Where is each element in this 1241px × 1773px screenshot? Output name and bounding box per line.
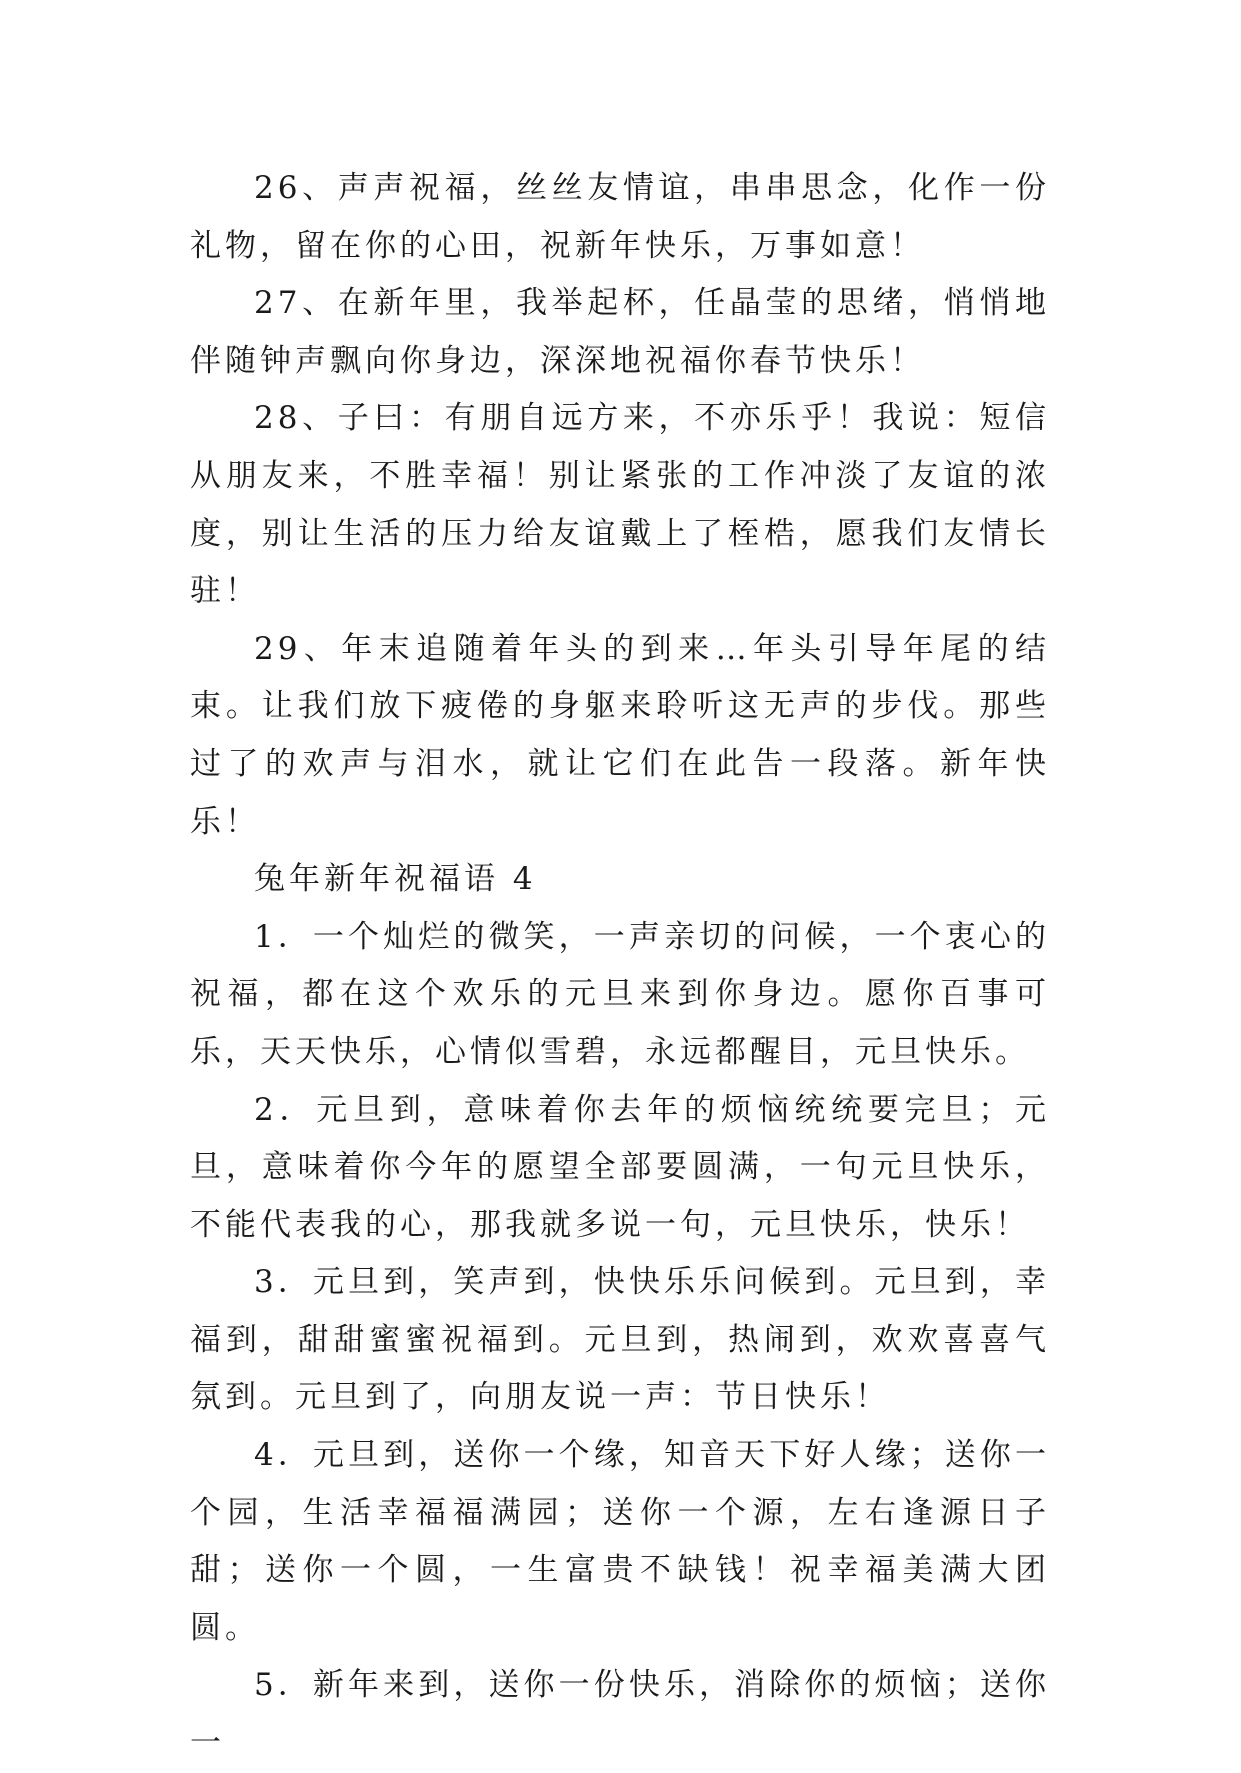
- list-item-2: 2．元旦到，意味着你去年的烦恼统统要完旦；元旦，意味着你今年的愿望全部要圆满，一句元旦快乐，不能代表我的心，那我就多说一句，元旦快乐，快乐！: [190, 1091, 1050, 1243]
- paragraph-27: 27、在新年里，我举起杯，任晶莹的思绪，悄悄地伴随钟声飘向你身边，深深地祝福你春节快乐！: [190, 285, 1050, 379]
- list-item-3: 3．元旦到，笑声到，快快乐乐问候到。元旦到，幸福到，甜甜蜜蜜祝福到。元旦到，热闹到，欢欢喜喜气氛到。元旦到了，向朋友说一声：节日快乐！: [190, 1264, 1050, 1416]
- section-heading: 兔年新年祝福语 4: [254, 861, 537, 898]
- paragraph-26: 26、声声祝福，丝丝友情谊，串串思念，化作一份礼物，留在你的心田，祝新年快乐，万事如意！: [190, 170, 1050, 264]
- list-item-4: 4．元旦到，送你一个缘，知音天下好人缘；送你一个园，生活幸福福满园；送你一个源，左右逢源日子甜；送你一个圆，一生富贵不缺钱！祝幸福美满大团圆。: [190, 1437, 1050, 1646]
- paragraph-29: 29、年末追随着年头的到来…年头引导年尾的结束。让我们放下疲倦的身躯来聆听这无声的步伐。那些过了的欢声与泪水，就让它们在此告一段落。新年快乐！: [190, 630, 1050, 840]
- document-body: [190, 160, 1050, 1773]
- paragraph-28: 28、子曰：有朋自远方来，不亦乐乎！我说：短信从朋友来，不胜幸福！别让紧张的工作冲淡了友谊的浓度，别让生活的压力给友谊戴上了桎梏，愿我们友情长驻！: [190, 400, 1050, 610]
- list-item-5: 5．新年来到，送你一份快乐，消除你的烦恼；送你一: [190, 1667, 1050, 1762]
- list-item-1: 1．一个灿烂的微笑，一声亲切的问候，一个衷心的祝福，都在这个欢乐的元旦来到你身边。愿你百事可乐，天天快乐，心情似雪碧，永远都醒目，元旦快乐。: [190, 918, 1050, 1070]
